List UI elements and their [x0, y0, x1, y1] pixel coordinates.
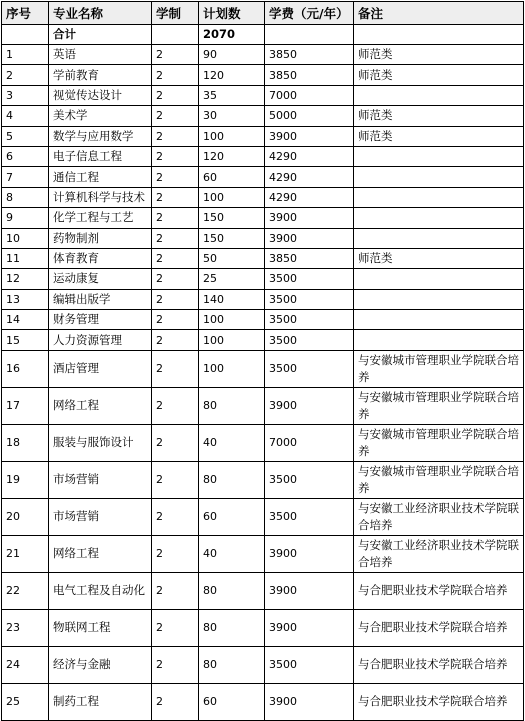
row-plan: 120 [199, 146, 265, 166]
row-plan: 40 [199, 535, 265, 572]
row-years: 2 [152, 289, 199, 309]
row-major: 化学工程与工艺 [49, 208, 152, 228]
row-fee: 4290 [265, 187, 354, 207]
row-major: 网络工程 [49, 387, 152, 424]
header-note: 备注 [354, 2, 524, 25]
table-row [2, 126, 524, 146]
table-row [2, 330, 524, 350]
table-row [2, 167, 524, 187]
row-no: 4 [2, 106, 49, 126]
table-row [2, 646, 524, 683]
row-no: 5 [2, 126, 49, 146]
row-fee: 3500 [265, 646, 354, 683]
row-note [354, 208, 524, 228]
row-major: 财务管理 [49, 310, 152, 330]
row-major: 数学与应用数学 [49, 126, 152, 146]
row-note [354, 269, 524, 289]
row-years: 2 [152, 208, 199, 228]
row-note: 师范类 [354, 65, 524, 85]
table-row [2, 498, 524, 535]
row-note: 与合肥职业技术学院联合培养 [354, 683, 524, 720]
row-major: 市场营销 [49, 498, 152, 535]
row-plan: 80 [199, 461, 265, 498]
table-row [2, 269, 524, 289]
row-no: 10 [2, 228, 49, 248]
row-note: 师范类 [354, 248, 524, 268]
total-plan: 2070 [199, 25, 265, 45]
row-no: 16 [2, 350, 49, 387]
row-note [354, 187, 524, 207]
header-major: 专业名称 [49, 2, 152, 25]
row-major: 美术学 [49, 106, 152, 126]
row-years: 2 [152, 248, 199, 268]
table-header-row [2, 2, 524, 25]
header-plan: 计划数 [199, 2, 265, 25]
table-row [2, 387, 524, 424]
row-note: 与安徽城市管理职业学院联合培养 [354, 461, 524, 498]
row-major: 人力资源管理 [49, 330, 152, 350]
row-no: 2 [2, 65, 49, 85]
row-major: 编辑出版学 [49, 289, 152, 309]
row-fee: 3500 [265, 330, 354, 350]
row-years: 2 [152, 106, 199, 126]
table-body [2, 25, 524, 721]
row-plan: 100 [199, 350, 265, 387]
row-years: 2 [152, 498, 199, 535]
row-note: 与安徽城市管理职业学院联合培养 [354, 387, 524, 424]
row-no: 17 [2, 387, 49, 424]
row-no: 18 [2, 424, 49, 461]
table-row [2, 609, 524, 646]
table-row [2, 45, 524, 65]
row-major: 视觉传达设计 [49, 85, 152, 105]
row-plan: 60 [199, 683, 265, 720]
row-note: 师范类 [354, 106, 524, 126]
table-row [2, 85, 524, 105]
row-fee: 4290 [265, 146, 354, 166]
table-row [2, 535, 524, 572]
table-row [2, 187, 524, 207]
row-major: 物联网工程 [49, 609, 152, 646]
row-no: 21 [2, 535, 49, 572]
row-note: 与合肥职业技术学院联合培养 [354, 646, 524, 683]
row-plan: 120 [199, 65, 265, 85]
row-fee: 3500 [265, 461, 354, 498]
table-row [2, 461, 524, 498]
row-fee: 3850 [265, 248, 354, 268]
row-years: 2 [152, 609, 199, 646]
row-years: 2 [152, 228, 199, 248]
row-plan: 35 [199, 85, 265, 105]
row-fee: 7000 [265, 424, 354, 461]
row-no: 7 [2, 167, 49, 187]
row-fee: 3850 [265, 65, 354, 85]
row-major: 运动康复 [49, 269, 152, 289]
header-no: 序号 [2, 2, 49, 25]
row-no: 1 [2, 45, 49, 65]
row-note [354, 85, 524, 105]
row-plan: 60 [199, 167, 265, 187]
row-fee: 3900 [265, 208, 354, 228]
row-plan: 60 [199, 498, 265, 535]
row-major: 体育教育 [49, 248, 152, 268]
row-fee: 3900 [265, 572, 354, 609]
row-note: 与安徽工业经济职业技术学院联合培养 [354, 535, 524, 572]
total-no-cell [2, 25, 49, 45]
table-row [2, 350, 524, 387]
total-label: 合计 [49, 25, 152, 45]
row-major: 电气工程及自动化 [49, 572, 152, 609]
table-row [2, 683, 524, 720]
row-major: 网络工程 [49, 535, 152, 572]
row-note: 与安徽城市管理职业学院联合培养 [354, 424, 524, 461]
row-no: 11 [2, 248, 49, 268]
row-plan: 80 [199, 646, 265, 683]
row-major: 学前教育 [49, 65, 152, 85]
table-row [2, 146, 524, 166]
row-note: 与合肥职业技术学院联合培养 [354, 572, 524, 609]
row-note [354, 330, 524, 350]
table-row [2, 208, 524, 228]
total-note-cell [354, 25, 524, 45]
row-years: 2 [152, 45, 199, 65]
row-plan: 80 [199, 387, 265, 424]
row-plan: 140 [199, 289, 265, 309]
row-no: 8 [2, 187, 49, 207]
total-years-cell [152, 25, 199, 45]
row-fee: 3500 [265, 269, 354, 289]
row-note: 师范类 [354, 126, 524, 146]
row-years: 2 [152, 310, 199, 330]
table-row [2, 248, 524, 268]
row-years: 2 [152, 646, 199, 683]
row-years: 2 [152, 683, 199, 720]
row-major: 制药工程 [49, 683, 152, 720]
table-row [2, 289, 524, 309]
row-plan: 100 [199, 187, 265, 207]
row-no: 20 [2, 498, 49, 535]
row-no: 14 [2, 310, 49, 330]
header-years: 学制 [152, 2, 199, 25]
row-fee: 4290 [265, 167, 354, 187]
row-years: 2 [152, 535, 199, 572]
table-row [2, 572, 524, 609]
row-plan: 40 [199, 424, 265, 461]
row-note: 与合肥职业技术学院联合培养 [354, 609, 524, 646]
row-no: 12 [2, 269, 49, 289]
row-no: 23 [2, 609, 49, 646]
row-years: 2 [152, 269, 199, 289]
row-years: 2 [152, 461, 199, 498]
table-row [2, 424, 524, 461]
row-major: 电子信息工程 [49, 146, 152, 166]
row-fee: 3900 [265, 228, 354, 248]
row-years: 2 [152, 387, 199, 424]
row-plan: 150 [199, 208, 265, 228]
row-no: 9 [2, 208, 49, 228]
row-fee: 3900 [265, 126, 354, 146]
row-major: 英语 [49, 45, 152, 65]
row-major: 酒店管理 [49, 350, 152, 387]
row-no: 22 [2, 572, 49, 609]
row-plan: 30 [199, 106, 265, 126]
row-note [354, 310, 524, 330]
row-plan: 100 [199, 310, 265, 330]
row-major: 服装与服饰设计 [49, 424, 152, 461]
total-row [2, 25, 524, 45]
row-fee: 3900 [265, 535, 354, 572]
row-fee: 3500 [265, 289, 354, 309]
row-major: 市场营销 [49, 461, 152, 498]
row-fee: 3900 [265, 609, 354, 646]
row-fee: 3900 [265, 683, 354, 720]
row-years: 2 [152, 146, 199, 166]
row-major: 计算机科学与技术 [49, 187, 152, 207]
row-no: 13 [2, 289, 49, 309]
row-fee: 3500 [265, 350, 354, 387]
row-fee: 3900 [265, 387, 354, 424]
row-no: 24 [2, 646, 49, 683]
header-fee: 学费（元/年） [265, 2, 354, 25]
row-years: 2 [152, 65, 199, 85]
row-plan: 80 [199, 609, 265, 646]
enrollment-plan-table [1, 1, 524, 721]
total-fee-cell [265, 25, 354, 45]
row-fee: 7000 [265, 85, 354, 105]
row-plan: 150 [199, 228, 265, 248]
row-note [354, 146, 524, 166]
row-note: 与安徽工业经济职业技术学院联合培养 [354, 498, 524, 535]
row-plan: 90 [199, 45, 265, 65]
row-no: 15 [2, 330, 49, 350]
table-row [2, 106, 524, 126]
row-no: 19 [2, 461, 49, 498]
row-major: 通信工程 [49, 167, 152, 187]
row-plan: 100 [199, 126, 265, 146]
row-years: 2 [152, 85, 199, 105]
row-no: 6 [2, 146, 49, 166]
row-fee: 3500 [265, 310, 354, 330]
row-years: 2 [152, 572, 199, 609]
row-years: 2 [152, 126, 199, 146]
row-note: 师范类 [354, 45, 524, 65]
row-years: 2 [152, 167, 199, 187]
row-years: 2 [152, 424, 199, 461]
row-plan: 25 [199, 269, 265, 289]
row-note [354, 289, 524, 309]
row-fee: 3500 [265, 498, 354, 535]
row-plan: 50 [199, 248, 265, 268]
row-no: 3 [2, 85, 49, 105]
row-major: 药物制剂 [49, 228, 152, 248]
row-plan: 100 [199, 330, 265, 350]
row-fee: 3850 [265, 45, 354, 65]
row-years: 2 [152, 330, 199, 350]
row-plan: 80 [199, 572, 265, 609]
row-no: 25 [2, 683, 49, 720]
row-note [354, 228, 524, 248]
row-years: 2 [152, 350, 199, 387]
row-fee: 5000 [265, 106, 354, 126]
table-row [2, 65, 524, 85]
row-major: 经济与金融 [49, 646, 152, 683]
table-row [2, 310, 524, 330]
row-note [354, 167, 524, 187]
row-years: 2 [152, 187, 199, 207]
row-note: 与安徽城市管理职业学院联合培养 [354, 350, 524, 387]
table-row [2, 228, 524, 248]
